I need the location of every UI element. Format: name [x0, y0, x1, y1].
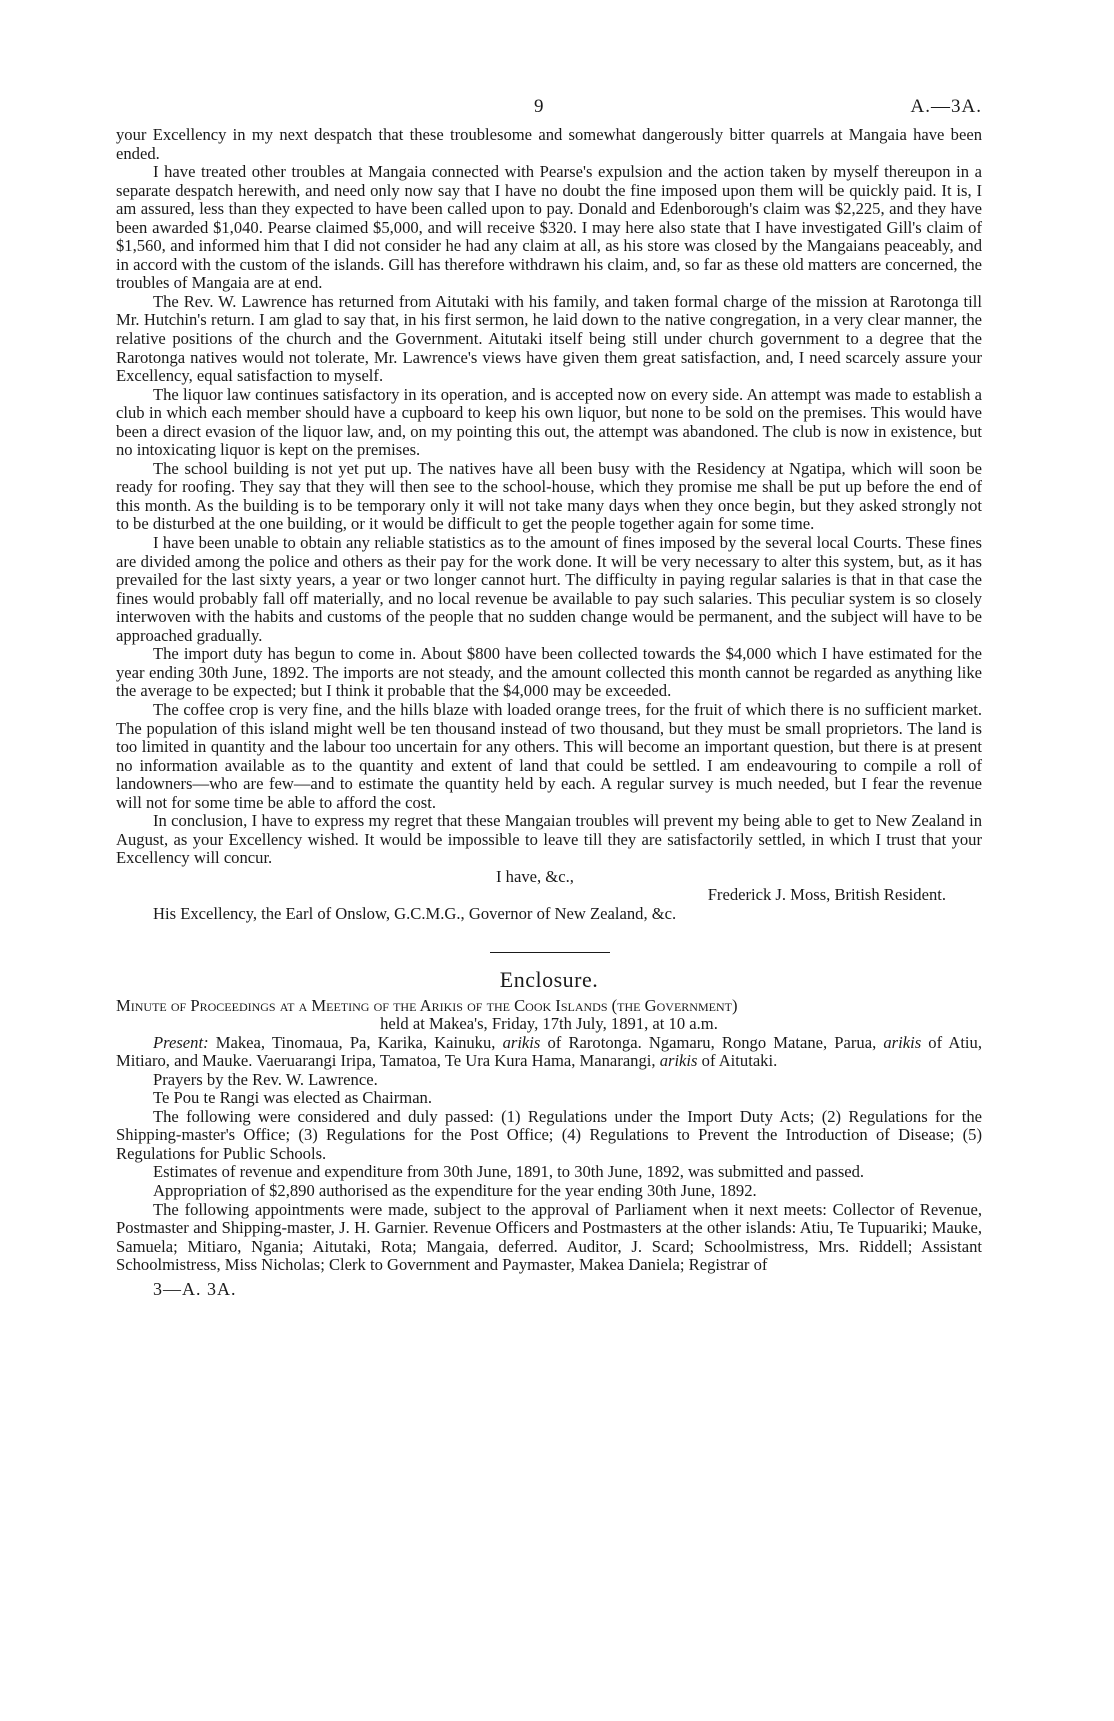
minute-item: Te Pou te Rangi was elected as Chairman. [153, 1088, 433, 1108]
paragraph: I have been unable to obtain any reliable statistics as to the amount of fines imposed by the several local Courts. These fines are divided among the police and others as their pay for the work done. It will be very necessary to alter this system, but, as it has prevailed for the last sixty years, a year or two longer cannot hurt. The difficulty in paying regular salaries is that in that case the fines would probably fall off materially, and no local revenue be available to pay such salaries. This peculiar system is so closely interwoven with the habits and customs of the people that no sudden change would be permanent, and the subject will have to be approached gradually. [116, 533, 982, 645]
paragraph: The coffee crop is very fine, and the hills blaze with loaded orange trees, for the fruit of which there is no sufficient market. The population of this island might well be ten thousand instead of two thousand, but they must be small proprietors. The land is too limited in quantity and the labour too uncertain for any others. This will become an important question, but there is at present no information available as to the quantity and extent of land that could be settled. I am endeavouring to compile a roll of landowners—who are few—and to estimate the quantity held by each. A regular survey is much needed, but I fear the revenue will not for some time be able to afford the cost. [116, 699, 982, 812]
present-label: Present: [153, 1032, 209, 1052]
arikis-term: arikis [502, 1032, 541, 1052]
minute-item: The following appointments were made, subject to the approval of Parliament when it next meets: Collector of Revenue, Postmaster and Shipping-master, J. H. Garnier. Revenue Officers and Postmasters at the other islands: Atiu, Te Tupuariki; Mauke, Samuela; Mitiaro, Ngania; Aitutaki, Rota; Mangaia, deferred. Auditor, J. Scard; Schoolmistress, Mrs. Riddell; Assistant Schoolmistress, Miss Nicholas; Clerk to Government and Paymaster, Makea Daniela; Registrar of [116, 1199, 982, 1275]
signature-address: His Excellency, the Earl of Onslow, G.C.M.G., Governor of New Zealand, &c. [153, 903, 677, 923]
paragraph: The school building is not yet put up. The natives have all been busy with the Residency at Ngatipa, which will soon be ready for roofing. They say that they will then see to the school-house, which they promise me shall be put up before the end of this month. As the building is to be temporary only it will not take many days when they once begin, but they asked strongly not to be disturbed at the one building, or it would be difficult to get the people together again for some time. [116, 458, 982, 534]
arikis-term: arikis [659, 1051, 698, 1071]
minute-item: Appropriation of $2,890 authorised as the expenditure for the year ending 30th June, 1892. [153, 1180, 757, 1200]
document-page [116, 96, 982, 1300]
signature-closing: I have, &c., [496, 866, 574, 886]
footer-reference: 3—A. 3A. [153, 1278, 237, 1299]
present-text: of Rarotonga. Ngamaru, Rongo Matane, Parua, [540, 1032, 884, 1052]
present-text: of Atiu, Mitiaro, and Mauke. Vaeruarangi Iripa, Tamatoa, Te Ura Kura Hama, Manarangi, [116, 1032, 982, 1071]
paragraph: The Rev. W. Lawrence has returned from Aitutaki with his family, and taken formal charge of the mission at Rarotonga till Mr. Hutchin's return. I am glad to say that, in his first sermon, he laid down to the native congregation, in a very clear manner, the relative positions of the church and the Government. Aitutaki itself being still under church government to a degree that the Rarotonga natives would not tolerate, Mr. Lawrence's views have given them great satisfaction, and, I need scarcely assure your Excellency, equal satisfaction to myself. [116, 291, 982, 386]
signature-name: Frederick J. Moss, British Resident. [707, 885, 946, 905]
arikis-term: arikis [883, 1032, 922, 1052]
minute-item: Prayers by the Rev. W. Lawrence. [153, 1069, 378, 1089]
minute-item: The following were considered and duly passed: (1) Regulations under the Import Duty Acts; (2) Regulations for the Shipping-master's Office; (3) Regulations for the Post Office; (4) Regulations to Prevent the Introduction of Disease; (5) Regulations for Public Schools. [116, 1106, 982, 1163]
enclosure-title: Enclosure. [499, 966, 599, 992]
present-text: of Aitutaki. [697, 1051, 778, 1071]
paragraph: your Excellency in my next despatch that these troublesome and somewhat dangerously bitter quarrels at Mangaia have been ended. [116, 125, 982, 163]
paragraph: I have treated other troubles at Mangaia connected with Pearse's expulsion and the action taken by myself thereupon in a separate despatch herewith, and need only now say that I have no doubt the fine imposed upon them will be quickly paid. It is, I am assured, less than they expected to have been called upon to pay. Donald and Edenborough's claim was $2,225, and they have been awarded $1,040. Pearse claimed $5,000, and will receive $320. I may here also state that I have investigated Gill's claim of $1,560, and informed him that I did not consider he had any claim at all, as his store was closed by the Mangaians peaceably, and in accord with the custom of the islands. Gill has therefore withdrawn his claim, and, so far as these old matters are concerned, the troubles of Mangaia are at end. [116, 162, 982, 293]
minute-heading-line-2: held at Makea's, Friday, 17th July, 1891, at 10 a.m. [380, 1014, 718, 1034]
page-header [116, 96, 982, 126]
minute-heading [116, 997, 982, 1034]
minute-heading-line-1: Minute of Proceedings at a Meeting of the Arikis of the Cook Islands (the Government) [116, 995, 738, 1015]
section-divider [490, 952, 610, 953]
page-reference: A.—3A. [910, 96, 982, 117]
present-text: Makea, Tinomaua, Pa, Karika, Kainuku, [208, 1032, 503, 1052]
paragraph: The liquor law continues satisfactory in its operation, and is accepted now on every side. An attempt was made to establish a club in which each member should have a cupboard to keep his own liquor, but none to be sold on the premises. This would have been a direct evasion of the liquor law, and, on my pointing this out, the attempt was abandoned. The club is now in existence, but no intoxicating liquor is kept on the premises. [116, 384, 982, 460]
enclosure-body [116, 997, 982, 1275]
minute-item: Estimates of revenue and expenditure from 30th June, 1891, to 30th June, 1892, was submitted and passed. [153, 1162, 865, 1182]
present-paragraph [116, 1034, 982, 1071]
paragraph: In conclusion, I have to express my regret that these Mangaian troubles will prevent my being able to get to New Zealand in August, as your Excellency wished. It would be impossible to leave till they are satisfactorily settled, in which I trust that your Excellency will concur. [116, 811, 982, 868]
paragraph: The import duty has begun to come in. About $800 have been collected towards the $4,000 which I have estimated for the year ending 30th June, 1892. The imports are not steady, and the amount collected this month cannot be regarded as anything like the average to be expected; but I think it probable that the $4,000 may be exceeded. [116, 644, 982, 701]
page-number: 9 [534, 96, 544, 117]
despatch-body [116, 126, 982, 924]
